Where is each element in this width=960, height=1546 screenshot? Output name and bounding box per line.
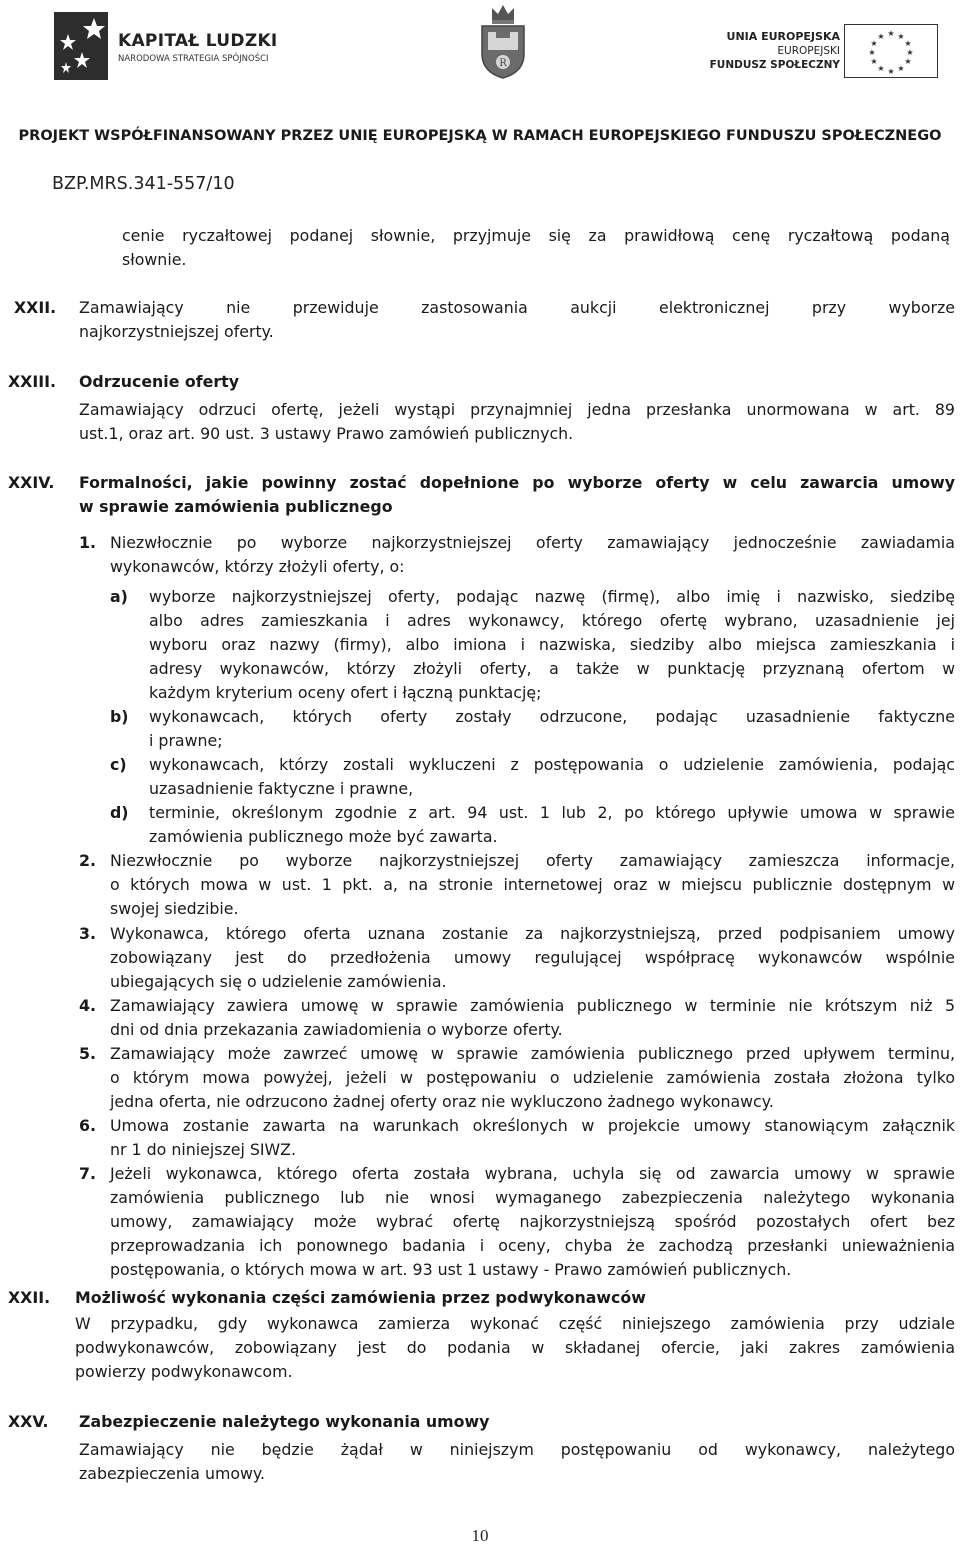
section-22-line-1: Zamawiający nie przewiduje zastosowania aukcji elektronicznej przy wyborze: [79, 298, 955, 317]
svg-text:★: ★: [868, 48, 876, 57]
item-a-line-3: wyboru oraz nazwy (firmy), albo imiona i nazwiska, siedziby albo miejsca zamieszkania i: [149, 635, 955, 654]
section-24-number: XXIV.: [8, 473, 55, 492]
section-22b-line-1: W przypadku, gdy wykonawca zamierza wykonać część niniejszego zamówienia przy udziale: [75, 1314, 955, 1333]
section-25-line-1: Zamawiający nie będzie żądał w niniejszym postępowaniu od wykonawcy, należytego: [79, 1440, 955, 1459]
p5-line-3: jedna oferta, nie odrzucono żadnej oferty oraz nie wykluczono żadnego wykonawcy.: [110, 1092, 774, 1111]
section-25-title: Zabezpieczenie należytego wykonania umowy: [79, 1412, 490, 1431]
p2-line-2: o których mowa w ust. 1 pkt. a, na stronie internetowej oraz w miejscu publicznie dostępnym w: [110, 875, 955, 894]
item-b-label: b): [110, 707, 129, 726]
eu-line-2: EUROPEJSKI: [777, 45, 840, 57]
section-22b-line-3: powierzy podwykonawcom.: [75, 1362, 293, 1381]
p7-line-5: postępowania, o których mowa w art. 93 ust 1 ustawy - Prawo zamówień publicznych.: [110, 1260, 792, 1279]
eu-line-1: UNIA EUROPEJSKA: [726, 30, 840, 43]
kl-title: KAPITAŁ LUDZKI: [118, 31, 278, 51]
section-23-title: Odrzucenie oferty: [79, 372, 239, 391]
section-24-title-line-2: w sprawie zamówienia publicznego: [79, 497, 393, 516]
kapital-ludzki-logo: [54, 12, 294, 80]
section-25-number: XXV.: [8, 1412, 49, 1431]
p4-line-2: dni od dnia przekazania zawiadomienia o wyborze oferty.: [110, 1020, 563, 1039]
p5-number: 5.: [79, 1044, 96, 1063]
p6-line-2: nr 1 do niniejszej SIWZ.: [110, 1140, 297, 1159]
p2-line-3: swojej siedzibie.: [110, 899, 239, 918]
p3-line-2: zobowiązany jest do przedłożenia umowy regulującej współpracę wykonawców wspólnie: [110, 948, 955, 967]
svg-text:★: ★: [877, 64, 885, 73]
kl-subtitle: NARODOWA STRATEGIA SPÓJNOŚCI: [118, 54, 269, 64]
eu-logo: [709, 24, 940, 78]
p1-line-2: wykonawców, którzy złożyli oferty, o:: [110, 557, 405, 576]
section-22b-line-2: podwykonawców, zobowiązany jest do podania w składanej ofercie, jaki zakres zamówienia: [75, 1338, 955, 1357]
intro-line-1: cenie ryczałtowej podanej słownie, przyjmuje się za prawidłową cenę ryczałtową podaną: [122, 226, 950, 245]
kapital-ludzki-emblem-icon: [54, 12, 108, 80]
svg-text:★: ★: [877, 32, 885, 41]
p7-line-4: przeprowadzania ich ponownego badania i oceny, chyba że zachodzą przesłanki unieważnienia: [110, 1236, 955, 1255]
item-b-line-1: wykonawcach, których oferty zostały odrzucone, podając uzasadnienie faktyczne: [149, 707, 955, 726]
item-c-line-2: uzasadnienie faktyczne i prawne,: [149, 779, 414, 798]
section-22b-title: Możliwość wykonania części zamówienia przez podwykonawców: [75, 1288, 646, 1307]
p6-number: 6.: [79, 1116, 96, 1135]
svg-text:★: ★: [904, 39, 912, 48]
p3-line-3: ubiegających się o udzielenie zamówienia.: [110, 972, 447, 991]
eu-line-3: FUNDUSZ SPOŁECZNY: [709, 59, 840, 71]
item-a-line-1: wyborze najkorzystniejszej oferty, podając nazwę (firmę), albo imię i nazwisko, siedzibę: [149, 587, 955, 606]
p7-line-3: umowy, zamawiający może wybrać ofertę najkorzystniejszą spośród pozostałych ofert bez: [110, 1212, 955, 1231]
svg-text:★: ★: [887, 67, 895, 76]
p6-line-1: Umowa zostanie zawarta na warunkach określonych w projekcie umowy stanowiącym załącznik: [110, 1116, 955, 1135]
svg-text:★: ★: [906, 48, 914, 57]
city-crest-icon: [478, 2, 528, 80]
p4-line-1: Zamawiający zawiera umowę w sprawie zamówienia publicznego w terminie nie krótszym niż 5: [110, 996, 955, 1015]
p2-line-1: Niezwłocznie po wyborze najkorzystniejszej oferty zamawiający zamieszcza informacje,: [110, 851, 955, 870]
p1-number: 1.: [79, 533, 96, 552]
intro-line-2: słownie.: [122, 250, 187, 269]
section-23-number: XXIII.: [8, 372, 56, 391]
p3-line-1: Wykonawca, którego oferta uznana zostanie za najkorzystniejszą, przed podpisaniem umowy: [110, 924, 955, 943]
p7-number: 7.: [79, 1164, 96, 1183]
item-a-line-5: każdym kryterium oceny ofert i łączną punktację;: [149, 683, 542, 702]
section-22b-number: XXII.: [8, 1288, 51, 1307]
project-funding-line: PROJEKT WSPÓŁFINANSOWANY PRZEZ UNIĘ EUROPEJSKĄ W RAMACH EUROPEJSKIEGO FUNDUSZU SPOŁECZNEGO: [18, 128, 942, 144]
item-b-line-2: i prawne;: [149, 731, 223, 750]
item-c-label: c): [110, 755, 127, 774]
item-d-line-1: terminie, określonym zgodnie z art. 94 ust. 1 lub 2, po którego upływie umowa w sprawie: [149, 803, 955, 822]
svg-text:★: ★: [870, 57, 878, 66]
section-25-line-2: zabezpieczenia umowy.: [79, 1464, 266, 1483]
section-22-number: XXII.: [14, 298, 57, 317]
item-a-line-4: adresy wykonawców, którzy złożyli oferty, a także w punktację przyznaną ofertom w: [149, 659, 955, 678]
svg-text:★: ★: [897, 64, 905, 73]
section-24-title-line-1: Formalności, jakie powinny zostać dopełnione po wyborze oferty w celu zawarcia umowy: [79, 473, 955, 492]
item-d-label: d): [110, 803, 129, 822]
eu-flag-icon: [844, 24, 938, 78]
svg-text:★: ★: [870, 39, 878, 48]
section-23-line-2: ust.1, oraz art. 90 ust. 3 ustawy Prawo zamówień publicznych.: [79, 424, 574, 443]
p7-line-2: zamówienia publicznego lub nie wnosi wymaganego zabezpieczenia należytego wykonania: [110, 1188, 955, 1207]
item-d-line-2: zamówienia publicznego może być zawarta.: [149, 827, 498, 846]
section-23-line-1: Zamawiający odrzuci ofertę, jeżeli wystąpi przynajmniej jedna przesłanka unormowana w art. 89: [79, 400, 955, 419]
p5-line-1: Zamawiający może zawrzeć umowę w sprawie zamówienia publicznego przed upływem terminu,: [110, 1044, 955, 1063]
item-a-label: a): [110, 587, 128, 606]
p1-line-1: Niezwłocznie po wyborze najkorzystniejszej oferty zamawiający jednocześnie zawiadamia: [110, 533, 955, 552]
section-22-line-2: najkorzystniejszej oferty.: [79, 322, 274, 341]
item-a-line-2: albo adres zamieszkania i adres wykonawcy, którego ofertę wybrano, uzasadnienie jej: [149, 611, 955, 630]
item-c-line-1: wykonawcach, którzy zostali wykluczeni z postępowania o udzielenie zamówienia, podając: [149, 755, 955, 774]
page-number: 10: [471, 1526, 489, 1545]
svg-text:★: ★: [897, 32, 905, 41]
p2-number: 2.: [79, 851, 96, 870]
reference-number: BZP.MRS.341-557/10: [52, 174, 235, 194]
p7-line-1: Jeżeli wykonawca, którego oferta została wybrana, uchyla się od zawarcia umowy w sprawie: [110, 1164, 955, 1183]
p4-number: 4.: [79, 996, 96, 1015]
svg-text:R: R: [499, 58, 507, 69]
p3-number: 3.: [79, 924, 96, 943]
svg-text:★: ★: [904, 57, 912, 66]
svg-text:★: ★: [887, 29, 895, 38]
p5-line-2: o którym mowa powyżej, jeżeli w postępowaniu o udzielenie zamówienia została złożona tylko: [110, 1068, 955, 1087]
